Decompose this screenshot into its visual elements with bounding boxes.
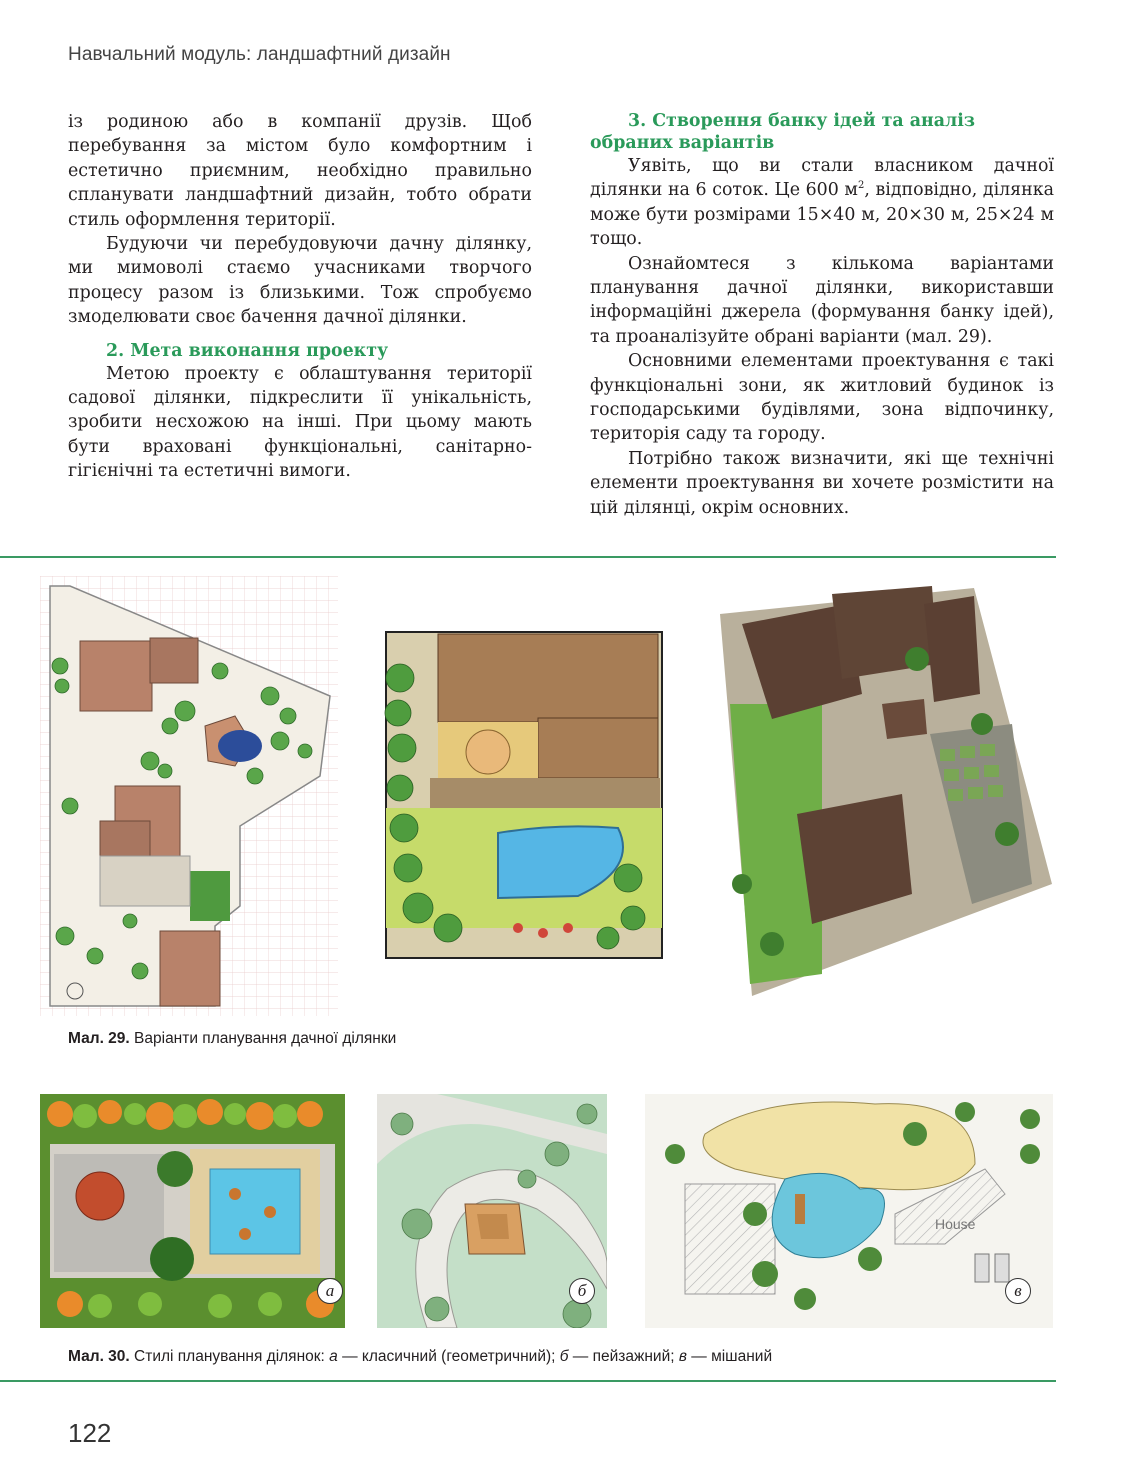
figure-caption: Мал. 30. Стилі планування ділянок: а — класичний (геометричний); б — пейзажний; в — мішаний bbox=[68, 1348, 773, 1365]
section-heading: 2. Мета виконання проекту bbox=[106, 340, 389, 361]
paragraph: Основними елементами проектування є такі функціональні зони, як житловий будинок із господарськими будівлями, зона відпочинку, територія саду та городу. bbox=[590, 351, 1054, 445]
paragraph: Будуючи чи перебудовуючи дачну ділянку, ми мимоволі стаємо учасниками творчого процесу разом із близькими. Тож спробуємо змоделювати своє бачення дачної ділянки. bbox=[68, 234, 532, 328]
figure-caption: Мал. 29. Варіанти планування дачної ділянки bbox=[68, 1030, 397, 1047]
section-heading: 3. Створення банку ідей та аналіз обраних варіантів bbox=[590, 111, 975, 153]
figure-badge-a: а bbox=[317, 1278, 343, 1304]
style-mixed-image bbox=[645, 1094, 1053, 1328]
site-plan-2 bbox=[378, 628, 666, 974]
figure-badge-b: б bbox=[569, 1278, 595, 1304]
paragraph: Ознайомтеся з кількома варіантами планування дачної ділянки, використавши інформаційні джерела (формування банку ідей), та проаналізуйте обрані варіанти (мал. 29). bbox=[590, 253, 1054, 347]
house-label: House bbox=[935, 1216, 976, 1232]
left-column bbox=[68, 110, 532, 484]
right-column bbox=[590, 110, 1054, 520]
paragraph: Потрібно також визначити, які ще технічні елементи проектування ви хочете розмістити на цій ділянці, окрім основних. bbox=[590, 448, 1054, 518]
site-plan-1 bbox=[40, 576, 338, 1016]
divider-rule bbox=[0, 556, 1056, 558]
figure-badge-c: в bbox=[1005, 1278, 1031, 1304]
paragraph: із родиною або в компанії друзів. Щоб перебування за містом було комфортним і естетично приємним, необхідно правильно спланувати ландшафтний дизайн, тобто обрати стиль оформлення території. bbox=[68, 112, 532, 230]
running-head: Навчальний модуль: ландшафтний дизайн bbox=[68, 44, 451, 65]
divider-rule bbox=[0, 1380, 1056, 1382]
paragraph: Уявіть, що ви стали власником дачної ділянки на 6 соток. Це 600 $м^2$, відповідно, ділянка може бути розмірами 15×40 м, 20×30 м, 25×24 м тощо. bbox=[590, 156, 1054, 250]
paragraph: Метою проекту є облаштування території садової ділянки, підкреслити її унікальність, зробити несхожою на інші. При цьому мають бути враховані функціональні, санітарно-гігієнічні та естетичні вимоги. bbox=[68, 363, 532, 482]
site-plan-3 bbox=[712, 584, 1058, 1000]
style-landscape-image bbox=[377, 1094, 607, 1328]
style-classic-image bbox=[40, 1094, 345, 1328]
page-number: 122 bbox=[68, 1418, 112, 1448]
